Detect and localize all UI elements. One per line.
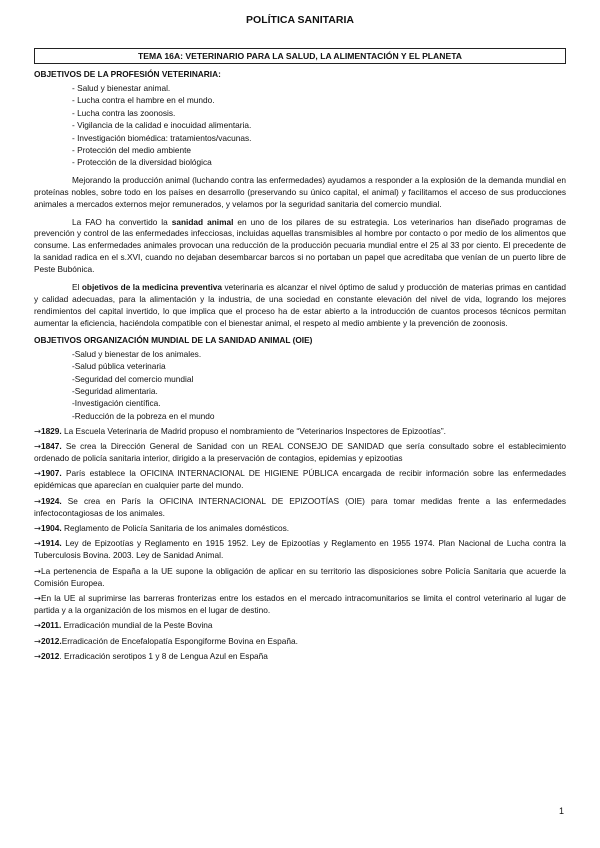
arrow-icon: → <box>34 441 41 452</box>
topic-title-box: TEMA 16A: VETERINARIO PARA LA SALUD, LA ALIMENTACIÓN Y EL PLANETA <box>34 48 566 64</box>
paragraph-medicina-bold: objetivos de la medicina preventiva <box>81 282 223 293</box>
history-text: En la UE al suprimirse las barreras fronterizas entre los estados en el mercado intracomunitarios se limita el control veterinario al lugar de partida y a la organización de los mismos en el lugar de destino. <box>34 593 566 615</box>
arrow-icon: → <box>34 651 41 662</box>
history-entry-1904 <box>34 523 566 535</box>
history-year: 1847. <box>40 441 62 452</box>
history-entry-2012-eeb <box>34 636 566 648</box>
arrow-icon: → <box>34 523 41 533</box>
list-item: - Vigilancia de la calidad e inocuidad alimentaria. <box>72 120 252 131</box>
list-item: - Protección del medio ambiente <box>72 145 191 156</box>
history-text: La pertenencia de España a la UE supone la obligación de aplicar en su territorio las disposiciones sobre Policía Sanitaria que acuerde la Comisión Europea. <box>34 565 566 588</box>
history-text: París establece la OFICINA INTERNACIONAL DE HIGIENE PÚBLICA encargada de recibir información sobre las enfermedades epidémicas que aparecían en cualquier parte del mundo. <box>34 468 566 491</box>
paragraph-fao-bold: sanidad animal <box>171 216 234 227</box>
history-entry-ue-pertenencia <box>34 566 566 590</box>
history-entry-1914 <box>34 538 566 562</box>
history-text: Erradicación de Encefalopatía Espongiforme Bovina en España. <box>61 635 298 646</box>
list-item: -Reducción de la pobreza en el mundo <box>72 410 215 421</box>
arrow-icon: → <box>34 495 41 506</box>
paragraph-fao-text-a: La FAO ha convertido la <box>72 216 172 227</box>
history-year: 2012 <box>40 651 60 662</box>
objetivos-profesion-list <box>34 82 566 169</box>
history-text: Reglamento de Policía Sanitaria de los animales domésticos. <box>61 523 290 533</box>
list-item: -Salud y bienestar de los animales. <box>72 348 202 359</box>
history-text: . Erradicación serotipos 1 y 8 de Lengua Azul en España <box>59 651 268 662</box>
history-year: 2012. <box>40 635 62 646</box>
list-item: -Seguridad del comercio mundial <box>72 373 194 384</box>
arrow-icon: → <box>34 425 41 436</box>
list-item: - Investigación biomédica: tratamientos/vacunas. <box>72 132 252 143</box>
arrow-icon: → <box>34 593 41 604</box>
list-item: -Investigación científica. <box>72 398 161 409</box>
paragraph-medicina-text-b: veterinaria es alcanzar el nivel óptimo de salud y producción de materias primas en cantidad y calidad adecuadas, para la alimentación y la industria, de una sociedad en constante elevación del nivel de vida, logrando los mejores rendimientos del capital invertido, lo que implica que el proceso ha de estar abierto a la introducción de cuantos procesos técnicos permitan aumentar la eficiencia, haciéndola compatible con el bienestar animal, el respeto al medio ambiente y la prevención de zoonosis. <box>34 282 567 328</box>
history-entry-2012-lengua-azul <box>34 651 566 663</box>
history-entry-1907 <box>34 468 566 492</box>
history-text: Ley de Epizootías y Reglamento en 1915 1952. Ley de Epizootías y Reglamento en 1955 1974. Plan Nacional de Lucha contra la Tuberculosis Bovina. 2003. Ley de Sanidad Animal. <box>34 538 566 561</box>
arrow-icon: → <box>34 468 41 479</box>
history-entry-ue-barreras <box>34 593 566 617</box>
list-item: -Seguridad alimentaria. <box>72 385 158 396</box>
paragraph-fao <box>34 217 566 277</box>
page-number: 1 <box>558 806 564 816</box>
section-heading-objetivos-profesion: OBJETIVOS DE LA PROFESIÓN VETERINARIA: <box>34 69 221 79</box>
history-entry-1924 <box>34 496 566 520</box>
history-entry-1847 <box>34 441 566 465</box>
list-item: - Protección de la diversidad biológica <box>72 157 212 168</box>
list-item: - Salud y bienestar animal. <box>72 83 171 93</box>
history-year: 1914. <box>40 538 62 549</box>
document-page <box>34 12 566 663</box>
history-year: 1907. <box>40 468 62 479</box>
history-text: Erradicación mundial de la Peste Bovina <box>61 620 213 631</box>
history-text: Se crea la Dirección General de Sanidad con un REAL CONSEJO DE SANIDAD que sería consultado sobre el establecimiento ordenado de policía sanitaria interior, dirigido a la preservación de contagios, epidemias y epizootias <box>34 441 566 463</box>
section-heading-objetivos-oie: OBJETIVOS ORGANIZACIÓN MUNDIAL DE LA SANIDAD ANIMAL (OIE) <box>34 334 313 345</box>
history-year: 2011. <box>40 620 62 631</box>
history-year: 1829. <box>40 425 62 436</box>
history-text: Se crea en París la OFICINA INTERNACIONAL DE EPIZOOTÍAS (OIE) para tomar medidas frente a las enfermedades infectocontagiosas de los animales. <box>34 495 566 518</box>
history-entry-1829 <box>34 426 566 438</box>
arrow-icon: → <box>34 620 41 631</box>
history-text: La Escuela Veterinaria de Madrid propuso el nombramiento de “Veterinarios Inspectores de Epizootías”. <box>61 425 446 436</box>
arrow-icon: → <box>34 635 41 646</box>
paragraph-fao-text-b: en uno de los pilares de su estrategia. Los veterinarios han diseñado programas de prevención y control de las enfermedades infecciosas, incluidas aquellas transmisibles al hombre por contacto o por medio de los alimentos que consume. Las enfermedades animales provocan una reducción de la producción pecuaria mundial entre el 25 al 33 por ciento. El precedente de la sanidad radica en el s.XVI, cuando no dejaban desembarcar barcos si no portaban un papel que acreditaba que venían de un puerto libre de Peste Bubónica. <box>34 216 566 275</box>
history-year: 1924. <box>40 495 62 506</box>
list-item: - Lucha contra las zoonosis. <box>72 107 176 118</box>
history-entry-2011 <box>34 620 566 632</box>
list-item: - Lucha contra el hambre en el mundo. <box>72 95 215 106</box>
list-item: -Salud pública veterinaria <box>72 361 166 372</box>
paragraph-medicina-text-a: El <box>72 282 82 293</box>
paragraph-medicina-preventiva <box>34 282 566 330</box>
paragraph-produccion-animal: Mejorando la producción animal (luchando contra las enfermedades) ayudamos a responder a la explosión de la demanda mundial en proteínas nobles, sobre todo en los países en desarrollo (preservando su único capital, el animal) y facilitamos el acceso de sus producciones animales a mercados externos mejor remunerados, y velamos por la seguridad sanitaria del comercio mundial. <box>34 174 566 209</box>
page-title: POLÍTICA SANITARIA <box>246 14 354 26</box>
arrow-icon: → <box>34 565 41 576</box>
objetivos-oie-list <box>34 348 566 422</box>
arrow-icon: → <box>34 538 41 549</box>
history-year: 1904. <box>40 523 62 533</box>
